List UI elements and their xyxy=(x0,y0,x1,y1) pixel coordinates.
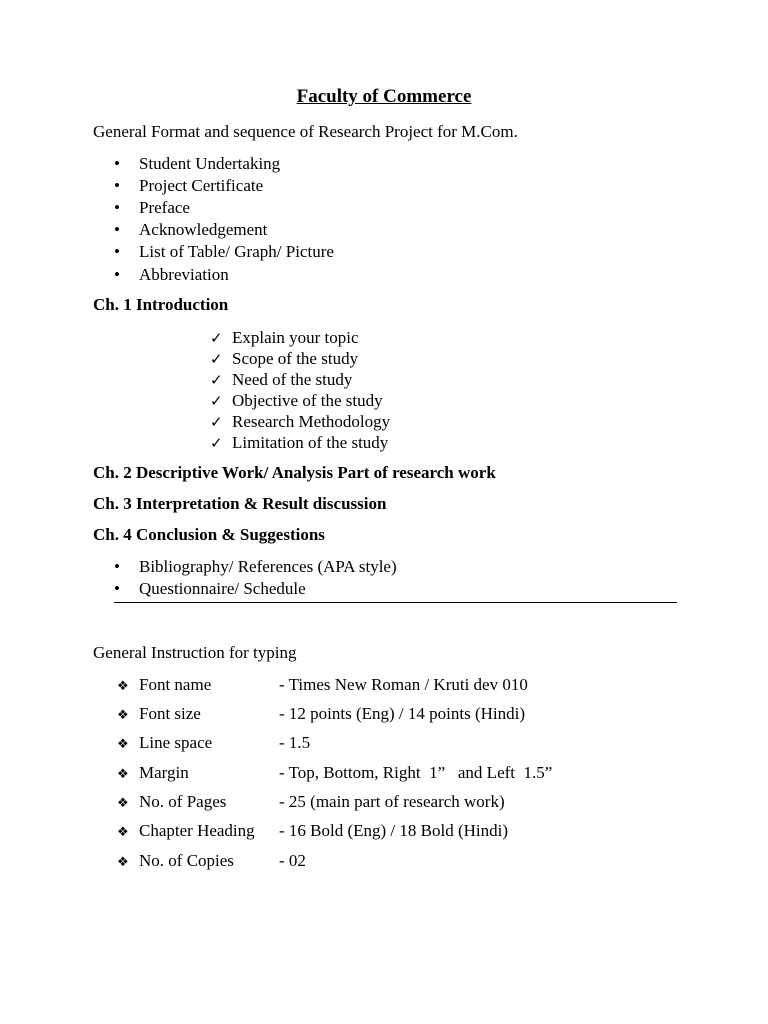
instruction-value: - Top, Bottom, Right 1” and Left 1.5” xyxy=(279,763,553,782)
instruction-value: - 1.5 xyxy=(279,733,311,752)
diamond-bullet-icon: ❖ xyxy=(117,796,129,811)
list-item xyxy=(114,154,280,174)
back-matter-item: Questionnaire/ Schedule xyxy=(139,579,306,598)
bullet-icon: • xyxy=(114,220,120,239)
bullet-icon: • xyxy=(114,265,120,284)
instruction-name: Chapter Heading xyxy=(139,821,255,840)
bullet-icon: • xyxy=(114,176,120,195)
front-matter-item: List of Table/ Graph/ Picture xyxy=(139,242,334,261)
bullet-icon: • xyxy=(114,557,120,576)
back-matter-item: Bibliography/ References (APA style) xyxy=(139,557,397,576)
table-row xyxy=(117,851,306,871)
list-item xyxy=(114,579,306,599)
table-row xyxy=(117,821,508,841)
checkmark-icon: ✓ xyxy=(210,329,223,347)
instruction-value: - 12 points (Eng) / 14 points (Hindi) xyxy=(279,704,526,723)
checkmark-icon: ✓ xyxy=(210,350,223,368)
chapter-1-item: Limitation of the study xyxy=(232,433,389,452)
diamond-bullet-icon: ❖ xyxy=(117,767,129,782)
checkmark-icon: ✓ xyxy=(210,434,223,452)
instruction-name: No. of Pages xyxy=(139,792,227,811)
list-item xyxy=(210,370,352,390)
bullet-icon: • xyxy=(114,154,120,173)
list-item xyxy=(114,220,267,240)
front-matter-item: Acknowledgement xyxy=(139,220,268,239)
list-item xyxy=(210,349,358,369)
diamond-bullet-icon: ❖ xyxy=(117,679,129,694)
checkmark-icon: ✓ xyxy=(210,413,223,431)
front-matter-item: Project Certificate xyxy=(139,176,264,195)
instruction-value: - 16 Bold (Eng) / 18 Bold (Hindi) xyxy=(279,821,509,840)
chapter-3-heading: Ch. 3 Interpretation & Result discussion xyxy=(93,494,387,513)
chapter-1-item: Scope of the study xyxy=(232,349,359,368)
instruction-name: Font name xyxy=(139,675,212,694)
diamond-bullet-icon: ❖ xyxy=(117,825,129,840)
list-item xyxy=(210,412,390,432)
diamond-bullet-icon: ❖ xyxy=(117,708,129,723)
chapter-1-item: Objective of the study xyxy=(232,391,383,410)
list-item xyxy=(114,265,229,285)
list-item xyxy=(114,176,263,196)
bullet-icon: • xyxy=(114,242,120,261)
horizontal-divider xyxy=(114,602,677,603)
chapter-2-heading: Ch. 2 Descriptive Work/ Analysis Part of research work xyxy=(93,463,496,482)
chapter-1-item: Research Methodology xyxy=(232,412,391,431)
page-title: Faculty of Commerce xyxy=(296,86,472,107)
diamond-bullet-icon: ❖ xyxy=(117,737,129,752)
table-row xyxy=(117,763,552,783)
table-row xyxy=(117,792,505,812)
list-item xyxy=(114,242,334,262)
list-item xyxy=(210,328,359,348)
instruction-value: - 02 xyxy=(279,851,306,870)
table-row xyxy=(117,704,525,724)
instruction-name: Font size xyxy=(139,704,201,723)
checkmark-icon: ✓ xyxy=(210,392,223,410)
instruction-value: - Times New Roman / Kruti dev 010 xyxy=(279,675,528,694)
intro-text: General Format and sequence of Research Project for M.Com. xyxy=(93,122,518,141)
instruction-name: Line space xyxy=(139,733,213,752)
list-item xyxy=(114,557,397,577)
chapter-1-item: Explain your topic xyxy=(232,328,359,347)
chapter-1-item: Need of the study xyxy=(232,370,353,389)
list-item xyxy=(210,433,388,453)
bullet-icon: • xyxy=(114,579,120,598)
instruction-value: - 25 (main part of research work) xyxy=(279,792,505,811)
chapter-4-heading: Ch. 4 Conclusion & Suggestions xyxy=(93,525,325,544)
typing-instructions-heading: General Instruction for typing xyxy=(93,643,297,662)
table-row xyxy=(117,733,310,753)
table-row xyxy=(117,675,528,695)
front-matter-item: Preface xyxy=(139,198,190,217)
checkmark-icon: ✓ xyxy=(210,371,223,389)
chapter-1-heading: Ch. 1 Introduction xyxy=(93,295,229,314)
list-item xyxy=(114,198,190,218)
instruction-name: No. of Copies xyxy=(139,851,234,870)
bullet-icon: • xyxy=(114,198,120,217)
front-matter-item: Student Undertaking xyxy=(139,154,281,173)
front-matter-item: Abbreviation xyxy=(139,265,229,284)
instruction-name: Margin xyxy=(139,763,189,782)
list-item xyxy=(210,391,383,411)
diamond-bullet-icon: ❖ xyxy=(117,855,129,870)
